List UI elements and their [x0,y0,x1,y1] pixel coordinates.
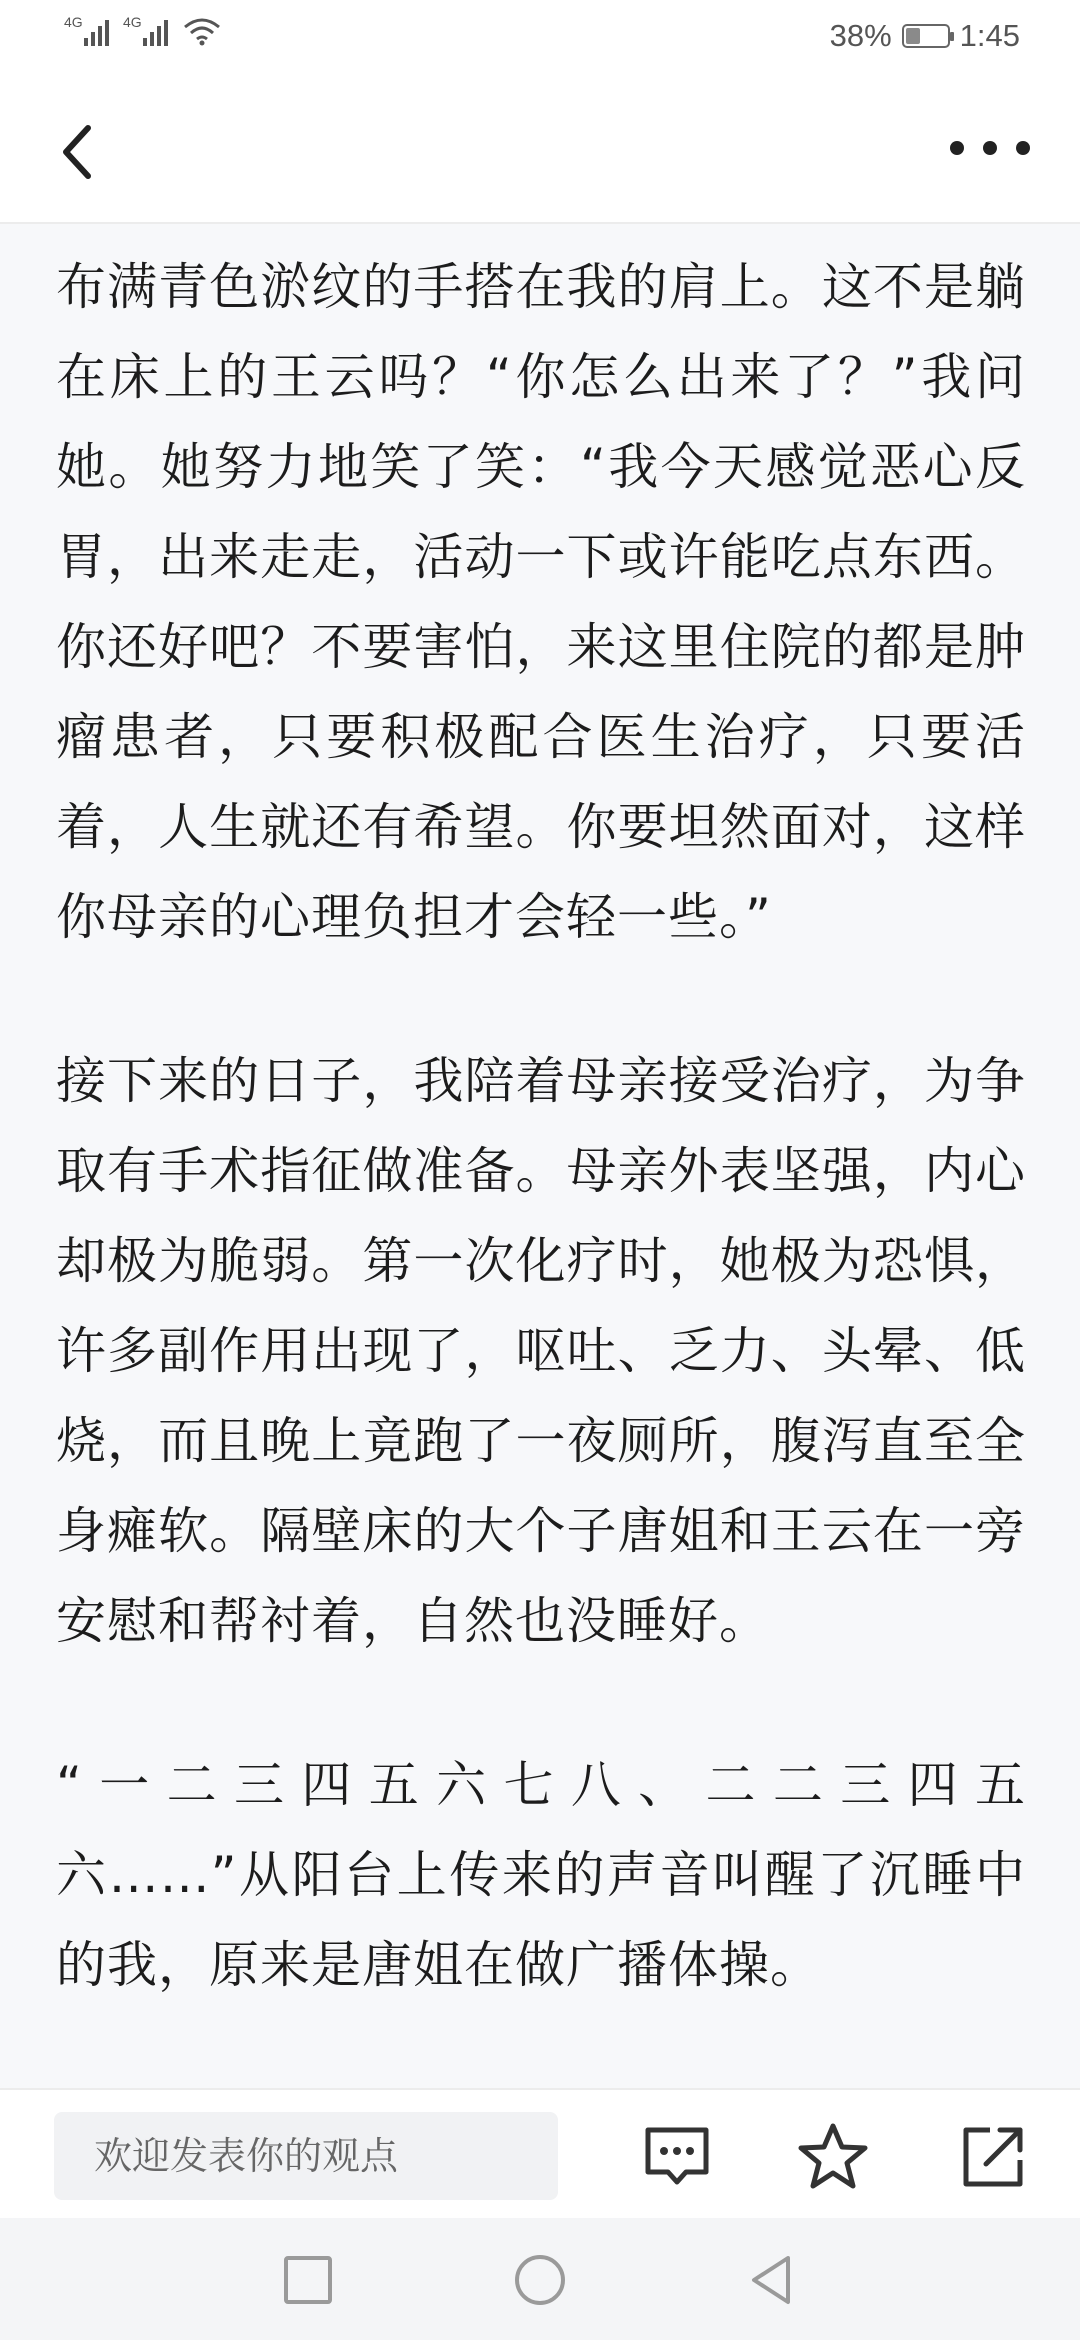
comment-button[interactable] [640,2120,714,2194]
article-paragraph: 布满青色淤纹的手搭在我的肩上。这不是躺在床上的王云吗？“你怎么出来了？”我问她。她努力地笑了笑：“我今天感觉恶心反胃，出来走走，活动一下或许能吃点东西。你还好吧？不要害怕，来这里住院的都是肿瘤患者，只要积极配合医生治疗，只要活着，人生就还有希望。你要坦然面对，这样你母亲的心理负担才会轻一些。” [56,258,1026,946]
share-button[interactable] [956,2120,1030,2194]
favorite-button[interactable] [796,2120,870,2194]
top-nav-bar [0,72,1080,224]
network-type-1: 4G [64,14,83,30]
article-body[interactable] [0,224,1080,2088]
recent-apps-button[interactable] [276,2248,340,2312]
comment-bar [0,2088,1080,2218]
article-paragraph: “一二三四五六七八、二二三四五六……”从阳台上传来的声音叫醒了沉睡中的我，原来是唐姐在做广播体操。 [56,1756,1026,1994]
back-button[interactable] [50,112,120,192]
wifi-icon [182,16,222,46]
system-nav-bar [0,2218,1080,2340]
article-paragraph: 接下来的日子，我陪着母亲接受治疗，为争取有手术指征做准备。母亲外表坚强，内心却极为脆弱。第一次化疗时，她极为恐惧，许多副作用出现了，呕吐、乏力、头晕、低烧，而且晚上竟跑了一夜厕所，腹泻直至全身瘫软。隔壁床的大个子唐姐和王云在一旁安慰和帮衬着，自然也没睡好。 [56,1052,1026,1650]
more-dot [1016,141,1030,155]
comment-input[interactable] [54,2112,558,2200]
status-bar [0,0,1080,72]
triangle-back-icon [740,2248,804,2312]
battery-icon [902,24,950,48]
status-right [830,18,1020,54]
article-content [56,242,1026,2084]
system-back-button[interactable] [740,2248,804,2312]
share-icon [956,2120,1030,2194]
circle-icon [508,2248,572,2312]
network-type-2: 4G [123,14,142,30]
battery-fill [906,28,920,44]
comment-icon [640,2120,714,2194]
star-icon [796,2120,870,2194]
signal-2-icon [123,16,168,46]
clock: 1:45 [959,18,1020,53]
more-dot [950,141,964,155]
battery-percent: 38% [829,18,892,53]
home-button[interactable] [508,2248,572,2312]
signal-1-icon [64,16,109,46]
more-button[interactable] [950,128,1030,168]
status-left [64,16,222,46]
chevron-left-icon [50,112,120,192]
more-dot [983,141,997,155]
square-icon [276,2248,340,2312]
